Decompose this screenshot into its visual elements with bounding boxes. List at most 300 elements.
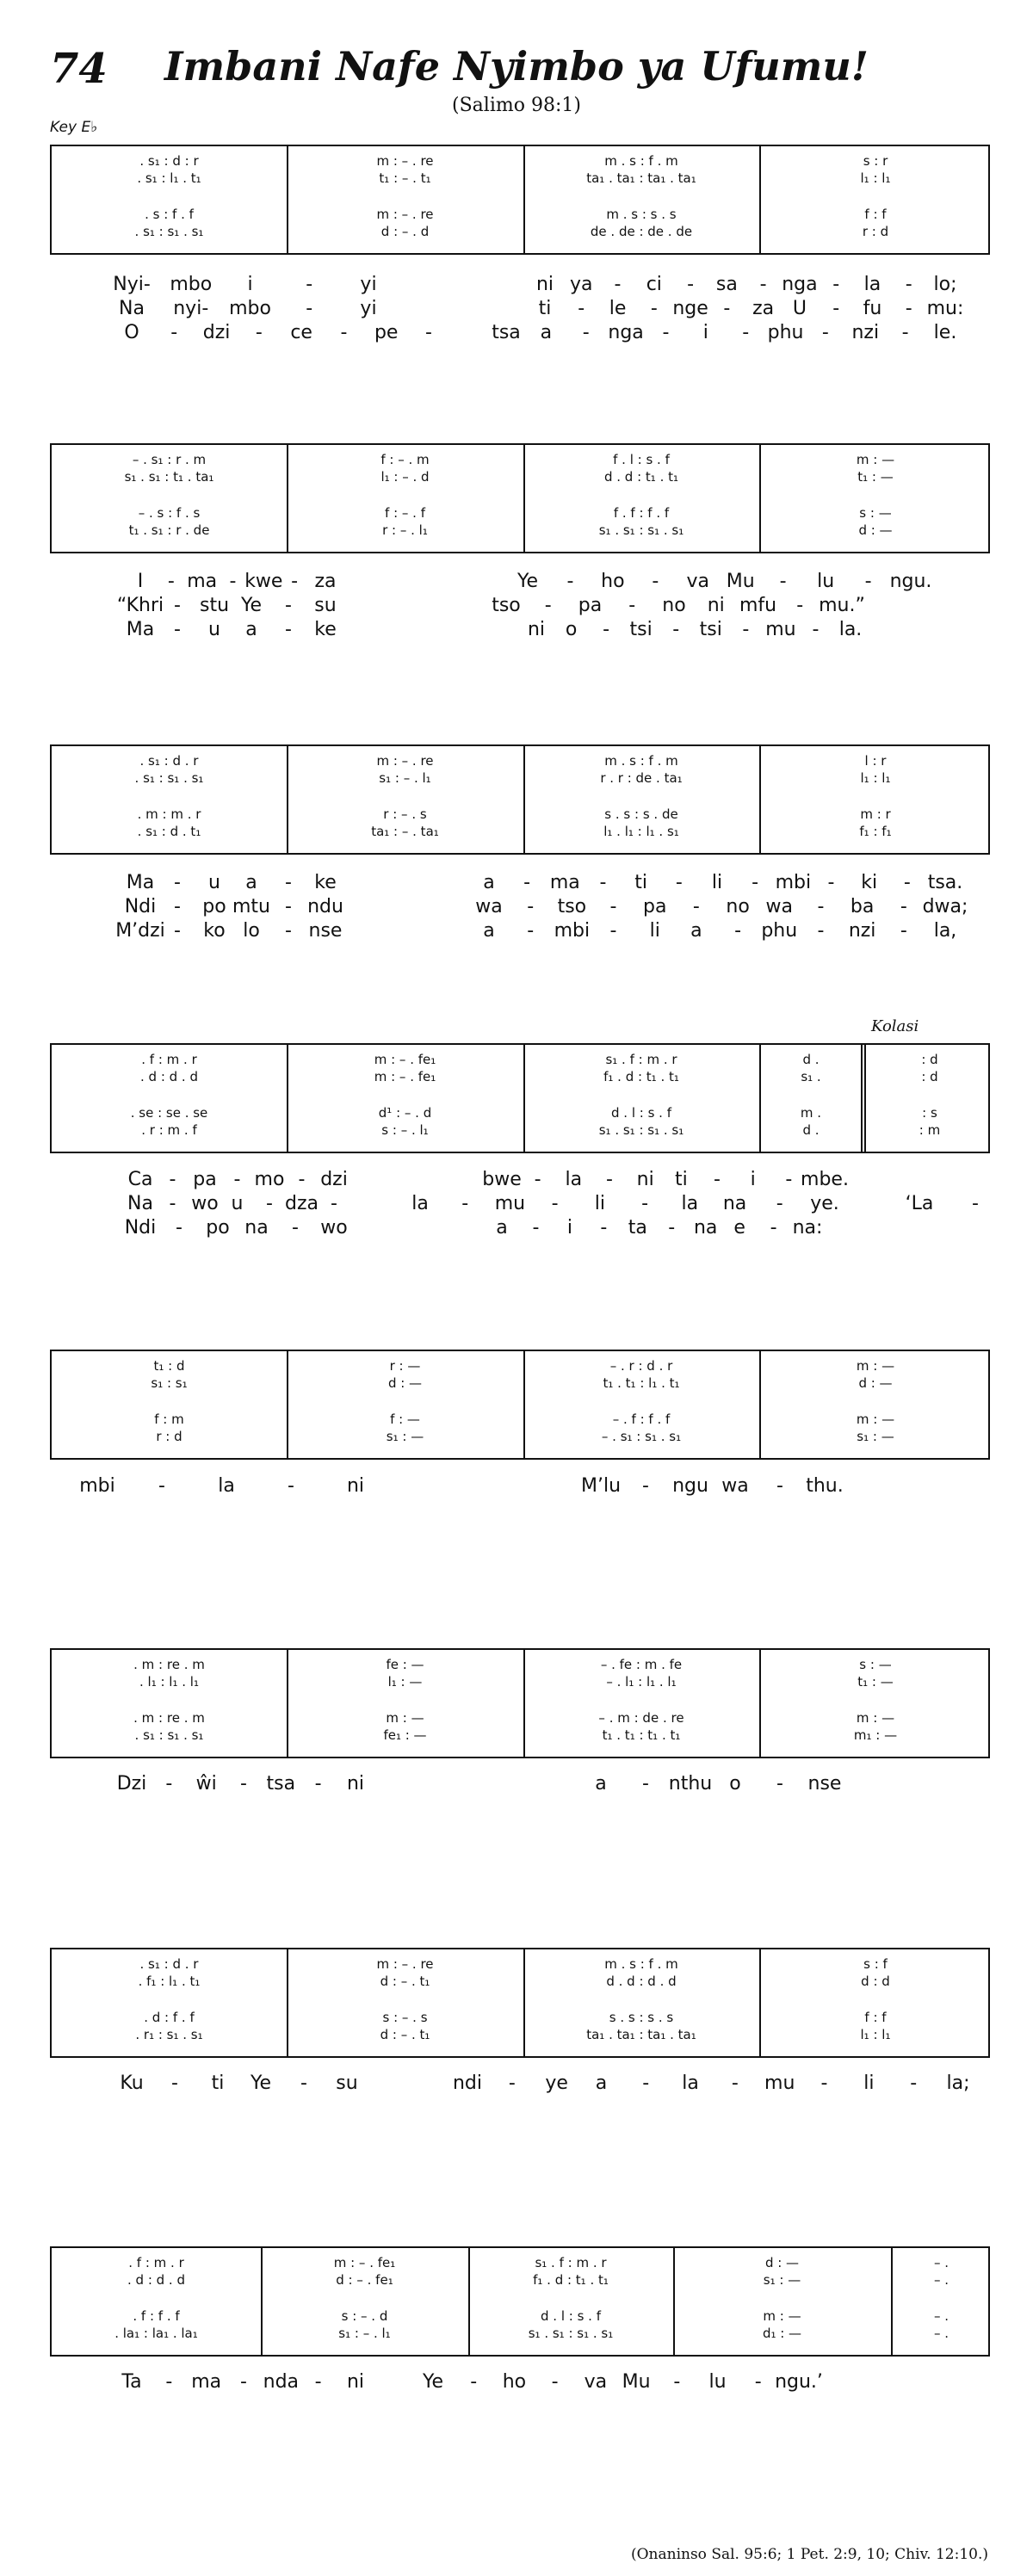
kolasi-label: Kolasi: [871, 1017, 919, 1035]
measure-notes: . d : f . f: [144, 2010, 195, 2025]
lyric-syllable: tsa.: [927, 872, 963, 893]
lyric-syllable: -: [714, 1169, 721, 1190]
lyric-syllable: i: [750, 1169, 756, 1190]
lyric-syllable: a: [483, 920, 495, 942]
lyric-syllable: ho: [601, 571, 625, 592]
lyric-syllable: la: [218, 1475, 235, 1497]
measure-notes: : s: [922, 1105, 937, 1121]
lyric-syllable: -: [165, 2371, 173, 2393]
measure-notes: – . s₁ : r . m: [132, 452, 207, 467]
lyric-syllable: -: [642, 2073, 650, 2094]
lyric-syllable: Ma: [126, 619, 155, 640]
lyric-syllable: la: [863, 274, 881, 295]
lyric-syllable: u: [208, 872, 220, 893]
lyric-syllable: mu: [764, 2073, 795, 2094]
measure-notes: t₁ : d: [153, 1358, 185, 1374]
lyric-syllable: a: [496, 1217, 508, 1239]
lyric-syllable: ni: [346, 1475, 365, 1497]
lyric-syllable: -: [972, 1193, 979, 1214]
lyric-syllable: -: [754, 2371, 762, 2393]
lyric-syllable: -: [606, 1169, 613, 1190]
lyric-syllable: -: [170, 322, 178, 343]
measure-notes: r : – . l₁: [382, 522, 428, 538]
lyric-syllable: tsa: [492, 322, 521, 343]
lyric-syllable: O: [124, 322, 139, 343]
measure-notes: d : —: [387, 1375, 423, 1391]
measure-notes: m : – . re: [376, 153, 434, 169]
voice-part-row: [52, 504, 988, 522]
lyric-syllable: -: [508, 2073, 516, 2094]
lyric-syllable: Ndi: [124, 896, 157, 917]
measure-notes: . m : m . r: [137, 806, 201, 822]
lyric-syllable: ta: [628, 1217, 647, 1239]
lyric-syllable: -: [642, 1475, 649, 1497]
lyric-syllable: pa: [193, 1169, 217, 1190]
lyric-syllable: dzi: [202, 322, 231, 343]
measure-notes: d .: [802, 1122, 820, 1138]
measure-notes: f : m: [154, 1412, 184, 1427]
lyric-syllable: -: [692, 896, 700, 917]
measure-notes: de . de : de . de: [590, 224, 693, 239]
lyric-syllable: mu:: [926, 298, 964, 319]
measure-notes: l₁ : l₁: [860, 770, 891, 786]
lyric-syllable: -: [527, 920, 535, 942]
voice-part-row: [52, 752, 988, 769]
measure-notes: r : d: [156, 1429, 182, 1444]
lyric-syllable: o: [565, 619, 578, 640]
measure-notes: s₁ . s₁ : s₁ . s₁: [598, 1122, 684, 1138]
measure-notes: . s₁ : s₁ . s₁: [134, 224, 204, 239]
lyric-syllable: -: [425, 322, 432, 343]
lyric-syllable: -: [229, 571, 237, 592]
measure-notes: d . l : s . f: [541, 2308, 601, 2324]
measure-notes: d : – . t₁: [380, 2027, 430, 2042]
lyric-syllable: nzi: [848, 920, 876, 942]
lyric-syllable: tsa: [266, 1773, 296, 1795]
measure-notes: – . r : d . r: [609, 1358, 673, 1374]
lyric-syllable: -: [255, 322, 263, 343]
lyric-syllable: a: [540, 322, 553, 343]
lyric-line: [50, 920, 990, 944]
voice-part-row: [52, 2009, 988, 2026]
measure-notes: d .: [802, 1052, 820, 1067]
voice-part-row: [52, 2271, 988, 2289]
measure-notes: m . s : f . m: [604, 153, 678, 169]
lyric-syllable: -: [675, 872, 683, 893]
lyric-syllable: -: [731, 2073, 739, 2094]
lyric-syllable: -: [832, 298, 840, 319]
voice-part-row: [52, 1727, 988, 1744]
measure-notes: m : —: [763, 2308, 801, 2324]
lyric-syllable: la,: [933, 920, 957, 942]
voice-part-row: [52, 206, 988, 223]
lyric-syllable: -: [174, 619, 181, 640]
song-number: 74: [50, 45, 108, 93]
lyric-syllable: nse: [308, 920, 343, 942]
lyric-syllable: -: [169, 1169, 176, 1190]
measure-notes: d : —: [858, 522, 893, 538]
lyric-syllable: -: [306, 274, 313, 295]
lyric-syllable: na: [722, 1193, 747, 1214]
lyric-syllable: Ndi: [124, 1217, 157, 1239]
lyric-line: [50, 619, 990, 643]
measure-notes: m : – . fe₁: [374, 1052, 436, 1067]
lyric-syllable: mbo: [229, 298, 271, 319]
lyric-syllable: fu: [863, 298, 882, 319]
lyric-syllable: ma: [191, 2371, 222, 2393]
measure-notes: d . d : d . d: [606, 1974, 677, 1989]
lyric-line: [50, 322, 990, 346]
music-system: [50, 1350, 990, 1460]
measure-notes: t₁ : —: [857, 1674, 894, 1690]
measure-notes: d : —: [858, 1375, 893, 1391]
voice-part-row: [52, 223, 988, 240]
voice-part-row: [52, 451, 988, 468]
voice-part-row: [52, 1673, 988, 1690]
lyric-syllable: ngu.’: [775, 2371, 823, 2393]
voice-part-row: [52, 1709, 988, 1727]
measure-notes: m : —: [856, 452, 895, 467]
measure-notes: . s₁ : d . r: [139, 1956, 199, 1972]
lyric-syllable: -: [673, 2371, 681, 2393]
measure-notes: d : —: [764, 2255, 800, 2270]
scripture-reference: (Salimo 98:1): [452, 95, 581, 116]
measure-notes: f . f : f . f: [613, 505, 670, 521]
lyric-syllable: -: [662, 322, 670, 343]
measure-notes: m : – . re: [376, 1956, 434, 1972]
measure-notes: s₁ . s₁ : s₁ . s₁: [598, 522, 684, 538]
measure-notes: s₁ : – . l₁: [338, 2326, 391, 2341]
voice-part-row: [52, 806, 988, 823]
lyric-line: [50, 1773, 990, 1797]
measure-notes: f : f: [864, 207, 887, 222]
lyric-syllable: -: [832, 274, 840, 295]
lyric-syllable: -: [314, 1773, 322, 1795]
lyric-syllable: -: [734, 920, 742, 942]
lyric-syllable: -: [331, 1193, 337, 1214]
lyric-syllable: -: [603, 619, 610, 640]
measure-notes: s : – . s: [382, 2010, 428, 2025]
measure-notes: r : —: [389, 1358, 421, 1374]
lyric-line: [50, 872, 990, 896]
lyric-syllable: -: [723, 298, 731, 319]
measure-notes: s . s : s . de: [604, 806, 678, 822]
measure-notes: l₁ : l₁: [860, 2027, 891, 2042]
lyric-syllable: mo: [254, 1169, 285, 1190]
lyric-syllable: ho: [502, 2371, 527, 2393]
measure-notes: . r : m . f: [141, 1122, 197, 1138]
lyric-syllable: -: [776, 1475, 783, 1497]
measure-notes: l₁ : l₁: [860, 170, 891, 186]
lyric-syllable: mbo: [170, 274, 213, 295]
lyric-syllable: -: [903, 872, 911, 893]
measure-notes: m₁ : —: [853, 1727, 898, 1743]
lyric-syllable: -: [905, 298, 912, 319]
measure-notes: s₁ : —: [763, 2272, 801, 2288]
measure-notes: f₁ . d : t₁ . t₁: [603, 1069, 679, 1084]
lyric-syllable: ndu: [307, 896, 343, 917]
lyric-syllable: -: [285, 595, 292, 616]
measure-notes: d₁ : —: [762, 2326, 802, 2341]
lyric-syllable: -: [551, 1193, 559, 1214]
lyric-syllable: u: [231, 1193, 244, 1214]
lyric-syllable: mu: [494, 1193, 526, 1214]
voice-part-row: [52, 1428, 988, 1445]
measure-notes: f : – . f: [385, 505, 425, 521]
lyric-syllable: yi: [360, 298, 377, 319]
lyric-syllable: la: [681, 1193, 699, 1214]
voice-part-row: [52, 1051, 988, 1068]
lyric-syllable: thu.: [806, 1475, 844, 1497]
lyric-syllable: Ye: [250, 2073, 272, 2094]
measure-notes: f . l : s . f: [613, 452, 670, 467]
lyric-syllable: ni: [535, 274, 554, 295]
lyric-syllable: a: [690, 920, 702, 942]
lyric-syllable: ma: [187, 571, 218, 592]
lyric-syllable: -: [642, 1773, 649, 1795]
measure-notes: s₁ . s₁ : t₁ . ta₁: [124, 469, 214, 485]
lyric-syllable: -: [285, 872, 292, 893]
lyric-syllable: ye: [545, 2073, 568, 2094]
lyric-syllable: -: [668, 1217, 676, 1239]
voice-part-row: [52, 2307, 988, 2325]
lyric-syllable: -: [812, 619, 820, 640]
voice-part-row: [52, 2026, 988, 2043]
lyric-syllable: -: [752, 872, 759, 893]
measure-notes: . d : d . d: [140, 1069, 198, 1084]
key-signature: Key E♭: [50, 119, 98, 136]
measure-notes: m : r: [860, 806, 891, 822]
lyric-syllable: ti: [211, 2073, 225, 2094]
lyric-syllable: Ma: [126, 872, 155, 893]
lyric-syllable: pa: [578, 595, 603, 616]
lyric-syllable: Ku: [120, 2073, 144, 2094]
music-system: [50, 1043, 990, 1153]
lyric-syllable: po: [206, 1217, 230, 1239]
lyric-syllable: lo;: [933, 274, 957, 295]
lyric-syllable: tsi: [629, 619, 653, 640]
measure-notes: l₁ : —: [387, 1674, 423, 1690]
lyric-syllable: pa: [642, 896, 667, 917]
lyric-syllable: ni: [636, 1169, 654, 1190]
measure-notes: f₁ : f₁: [859, 824, 892, 839]
lyric-syllable: nge: [672, 298, 708, 319]
lyric-syllable: bwe: [482, 1169, 522, 1190]
measure-notes: fe₁ : —: [383, 1727, 427, 1743]
lyric-syllable: -: [174, 920, 181, 942]
lyric-syllable: za: [314, 571, 337, 592]
lyric-syllable: o: [729, 1773, 741, 1795]
lyric-syllable: “Khri: [116, 595, 164, 616]
lyric-syllable: u: [208, 619, 220, 640]
voice-part-row: [52, 1104, 988, 1121]
measure-notes: – . m : de . re: [598, 1710, 684, 1726]
song-title: Imbani Nafe Nyimbo ya Ufumu!: [164, 43, 869, 90]
voice-part-row: [52, 823, 988, 840]
lyric-syllable: kwe: [244, 571, 283, 592]
music-system: [50, 443, 990, 553]
measure-notes: f : – . m: [380, 452, 430, 467]
lyric-syllable: M’dzi: [115, 920, 165, 942]
lyric-syllable: ndi: [452, 2073, 483, 2094]
measure-notes: – . fe : m . fe: [600, 1657, 683, 1672]
lyric-syllable: la;: [946, 2073, 970, 2094]
lyric-syllable: -: [776, 1193, 783, 1214]
measure-notes: . l₁ : l₁ . l₁: [139, 1674, 199, 1690]
lyric-syllable: phu: [767, 322, 804, 343]
measure-notes: m . s : f . m: [604, 1956, 678, 1972]
lyric-syllable: ke: [314, 872, 337, 893]
measure-notes: . s₁ : d . r: [139, 753, 199, 769]
measure-notes: m : —: [856, 1358, 895, 1374]
lyric-syllable: le.: [933, 322, 957, 343]
measure-notes: . d : d . d: [127, 2272, 185, 2288]
measure-notes: – .: [933, 2326, 949, 2341]
lyric-syllable: Ye: [240, 595, 263, 616]
measure-notes: l : r: [864, 753, 887, 769]
lyric-syllable: a: [595, 1773, 607, 1795]
measure-notes: s : r: [863, 153, 888, 169]
lyric-syllable: wo: [191, 1193, 219, 1214]
measure-notes: m : – . re: [376, 207, 434, 222]
lyric-line: [50, 571, 990, 595]
music-system: [50, 1948, 990, 2058]
lyric-syllable: mu: [765, 619, 796, 640]
measure-notes: m : —: [856, 1710, 895, 1726]
lyric-syllable: ‘La: [905, 1193, 934, 1214]
measure-notes: m . s : f . m: [604, 753, 678, 769]
measure-notes: s₁ : – . l₁: [379, 770, 431, 786]
lyric-syllable: -: [532, 1217, 540, 1239]
lyric-syllable: -: [776, 1773, 783, 1795]
measure-notes: : d: [921, 1052, 938, 1067]
lyric-syllable: -: [779, 571, 787, 592]
measure-notes: m : —: [856, 1412, 895, 1427]
lyric-syllable: -: [609, 920, 617, 942]
measure-notes: t₁ . t₁ : t₁ . t₁: [602, 1727, 681, 1743]
lyric-line: [50, 1217, 990, 1241]
lyric-syllable: lo: [243, 920, 260, 942]
measure-notes: d : – . fe₁: [336, 2272, 393, 2288]
measure-notes: f : f: [864, 2010, 887, 2025]
measure-notes: s₁ . s₁ : s₁ . s₁: [528, 2326, 614, 2341]
lyric-syllable: nse: [807, 1773, 842, 1795]
lyric-syllable: tsi: [699, 619, 722, 640]
measure-notes: s : f: [863, 1956, 888, 1972]
lyric-syllable: ke: [314, 619, 337, 640]
measure-notes: r : – . s: [383, 806, 427, 822]
lyric-syllable: li: [711, 872, 723, 893]
lyric-syllable: -: [461, 1193, 469, 1214]
lyric-syllable: -: [158, 1475, 165, 1497]
lyric-syllable: a: [595, 2073, 608, 2094]
lyric-line: [50, 1193, 990, 1217]
lyric-syllable: -: [650, 298, 658, 319]
music-system: [50, 2246, 990, 2357]
voice-part-row: [52, 1357, 988, 1374]
lyric-syllable: -: [314, 2371, 322, 2393]
lyric-syllable: nthu: [668, 1773, 713, 1795]
lyric-syllable: -: [652, 571, 659, 592]
lyric-syllable: -: [785, 1169, 793, 1190]
lyric-line: [50, 2371, 990, 2395]
lyric-syllable: -: [864, 571, 872, 592]
lyric-syllable: -: [340, 322, 348, 343]
lyric-syllable: -: [291, 571, 299, 592]
lyric-syllable: -: [165, 1773, 173, 1795]
lyric-syllable: mtu: [232, 896, 270, 917]
lyric-syllable: nyi-: [173, 298, 209, 319]
lyric-syllable: dzi: [320, 1169, 348, 1190]
lyric-syllable: -: [582, 322, 590, 343]
lyric-syllable: no: [726, 896, 750, 917]
lyric-syllable: ti: [674, 1169, 688, 1190]
lyric-syllable: -: [171, 2073, 178, 2094]
lyric-syllable: -: [821, 322, 829, 343]
voice-part-row: [52, 1411, 988, 1428]
lyric-syllable: su: [336, 2073, 358, 2094]
lyric-syllable: -: [266, 1193, 273, 1214]
lyric-syllable: -: [566, 571, 574, 592]
lyric-syllable: tso: [557, 896, 587, 917]
lyric-syllable: ni: [346, 1773, 365, 1795]
lyric-syllable: nzi: [851, 322, 880, 343]
measure-notes: . se : se . se: [130, 1105, 208, 1121]
lyric-syllable: la: [411, 1193, 429, 1214]
lyric-syllable: -: [742, 322, 750, 343]
lyric-syllable: -: [167, 571, 175, 592]
measure-notes: . f : m . r: [128, 2255, 184, 2270]
measure-notes: t₁ : – . t₁: [379, 170, 431, 186]
lyric-syllable: nda: [263, 2371, 300, 2393]
lyric-syllable: ci: [646, 274, 662, 295]
lyric-syllable: -: [174, 872, 181, 893]
lyric-syllable: a: [245, 619, 257, 640]
measure-notes: s₁ : s₁: [151, 1375, 188, 1391]
lyric-syllable: va: [686, 571, 710, 592]
measure-notes: s₁ . f : m . r: [605, 1052, 677, 1067]
lyric-syllable: -: [285, 920, 292, 942]
lyric-syllable: mbe.: [801, 1169, 849, 1190]
lyric-syllable: -: [796, 595, 804, 616]
lyric-syllable: -: [240, 2371, 247, 2393]
music-system: [50, 744, 990, 855]
lyric-syllable: Na: [127, 1193, 153, 1214]
lyric-syllable: na: [244, 1217, 269, 1239]
lyric-syllable: -: [233, 1169, 241, 1190]
measure-notes: – . s : f . s: [138, 505, 201, 521]
lyric-syllable: nga: [608, 322, 644, 343]
measure-notes: s : – . d: [341, 2308, 388, 2324]
lyric-syllable: mu.”: [819, 595, 865, 616]
voice-part-row: [52, 2325, 988, 2342]
lyric-syllable: Ye: [422, 2371, 444, 2393]
measure-notes: fe : —: [386, 1657, 424, 1672]
voice-part-row: [52, 1374, 988, 1392]
lyric-syllable: mbi: [79, 1475, 115, 1497]
measure-notes: . r₁ : s₁ . s₁: [135, 2027, 203, 2042]
measure-notes: d : d: [861, 1974, 890, 1989]
measure-notes: l₁ . l₁ : l₁ . s₁: [603, 824, 679, 839]
measure-notes: s : —: [859, 1657, 892, 1672]
lyric-syllable: -: [827, 872, 835, 893]
lyric-syllable: -: [527, 896, 535, 917]
lyric-syllable: dwa;: [922, 896, 968, 917]
lyric-syllable: -: [900, 896, 907, 917]
lyric-syllable: e: [733, 1217, 745, 1239]
music-system: [50, 145, 990, 255]
measure-notes: t₁ . s₁ : r . de: [128, 522, 210, 538]
